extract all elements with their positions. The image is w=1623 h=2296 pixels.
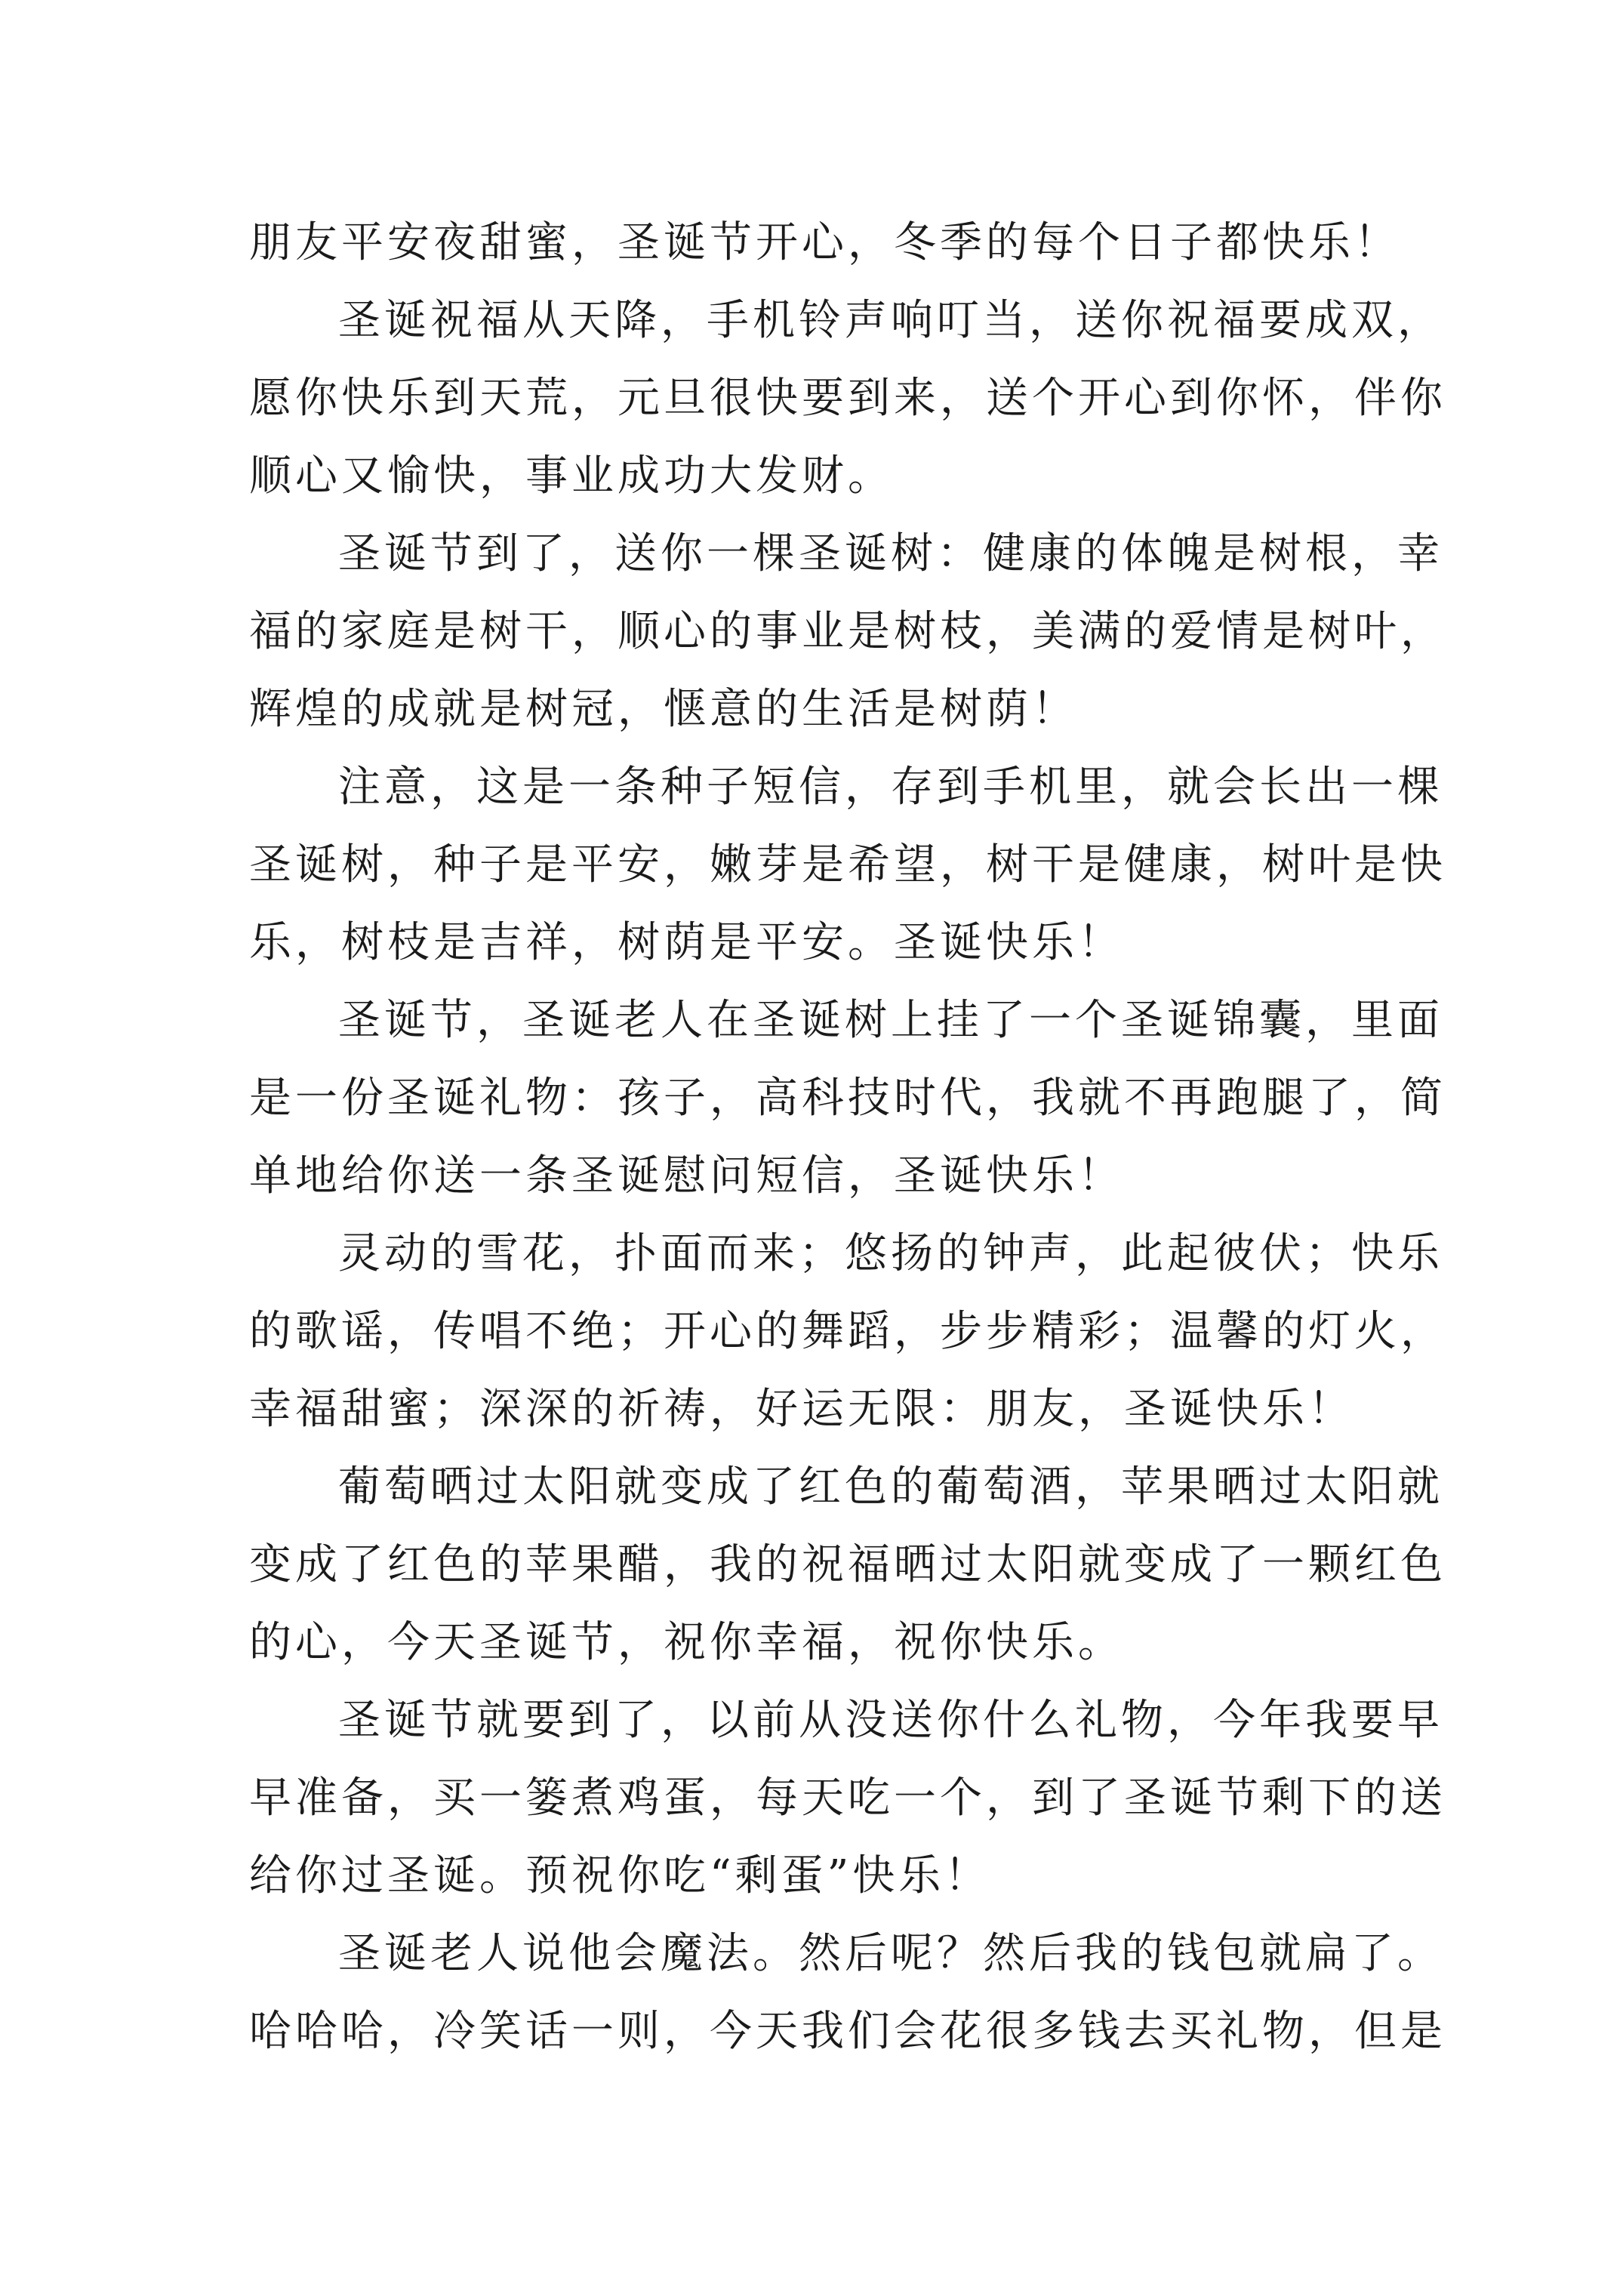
text-line: 早准备，买一篓煮鸡蛋，每天吃一个，到了圣诞节剩下的送 xyxy=(249,1774,1446,1823)
text-line: 变成了红色的苹果醋，我的祝福晒过太阳就变成了一颗红色 xyxy=(249,1540,1446,1589)
text-line: 愿你快乐到天荒，元旦很快要到来，送个开心到你怀，伴你 xyxy=(249,374,1446,423)
text-line: 给你过圣诞。预祝你吃“剩蛋”快乐！ xyxy=(249,1851,991,1900)
text-line: 是一份圣诞礼物：孩子，高科技时代，我就不再跑腿了，简 xyxy=(249,1074,1446,1123)
text-line: 顺心又愉快，事业成功大发财。 xyxy=(249,451,894,501)
text-line: 灵动的雪花，扑面而来；悠扬的钟声，此起彼伏；快乐 xyxy=(338,1229,1443,1278)
text-line: 幸福甜蜜；深深的祈祷，好运无限：朋友，圣诞快乐！ xyxy=(249,1385,1354,1434)
body-text xyxy=(249,204,1446,2070)
text-line: 辉煌的成就是树冠，惬意的生活是树荫！ xyxy=(249,685,1078,734)
text-line: 单地给你送一条圣诞慰问短信，圣诞快乐！ xyxy=(249,1151,1124,1200)
text-line: 注意，这是一条种子短信，存到手机里，就会长出一棵 xyxy=(338,763,1443,812)
text-line: 的歌谣，传唱不绝；开心的舞蹈，步步精彩；温馨的灯火， xyxy=(249,1307,1446,1356)
text-line: 乐，树枝是吉祥，树荫是平安。圣诞快乐！ xyxy=(249,918,1124,967)
text-line: 圣诞老人说他会魔法。然后呢？然后我的钱包就扁了。 xyxy=(338,1929,1443,1978)
text-line: 福的家庭是树干，顺心的事业是树枝，美满的爱情是树叶， xyxy=(249,607,1446,656)
text-line: 哈哈哈，冷笑话一则，今天我们会花很多钱去买礼物，但是 xyxy=(249,2007,1446,2056)
text-line: 圣诞祝福从天降，手机铃声响叮当，送你祝福要成双， xyxy=(338,296,1443,345)
text-line: 圣诞树，种子是平安，嫩芽是希望，树干是健康，树叶是快 xyxy=(249,840,1446,889)
text-line: 的心，今天圣诞节，祝你幸福，祝你快乐。 xyxy=(249,1618,1124,1667)
text-line: 葡萄晒过太阳就变成了红色的葡萄酒，苹果晒过太阳就 xyxy=(338,1462,1443,1512)
text-line: 朋友平安夜甜蜜，圣诞节开心，冬季的每个日子都快乐！ xyxy=(249,218,1400,267)
text-line: 圣诞节，圣诞老人在圣诞树上挂了一个圣诞锦囊，里面 xyxy=(338,996,1443,1045)
text-line: 圣诞节就要到了，以前从没送你什么礼物，今年我要早 xyxy=(338,1696,1443,1745)
text-line: 圣诞节到了，送你一棵圣诞树：健康的体魄是树根，幸 xyxy=(338,529,1443,578)
